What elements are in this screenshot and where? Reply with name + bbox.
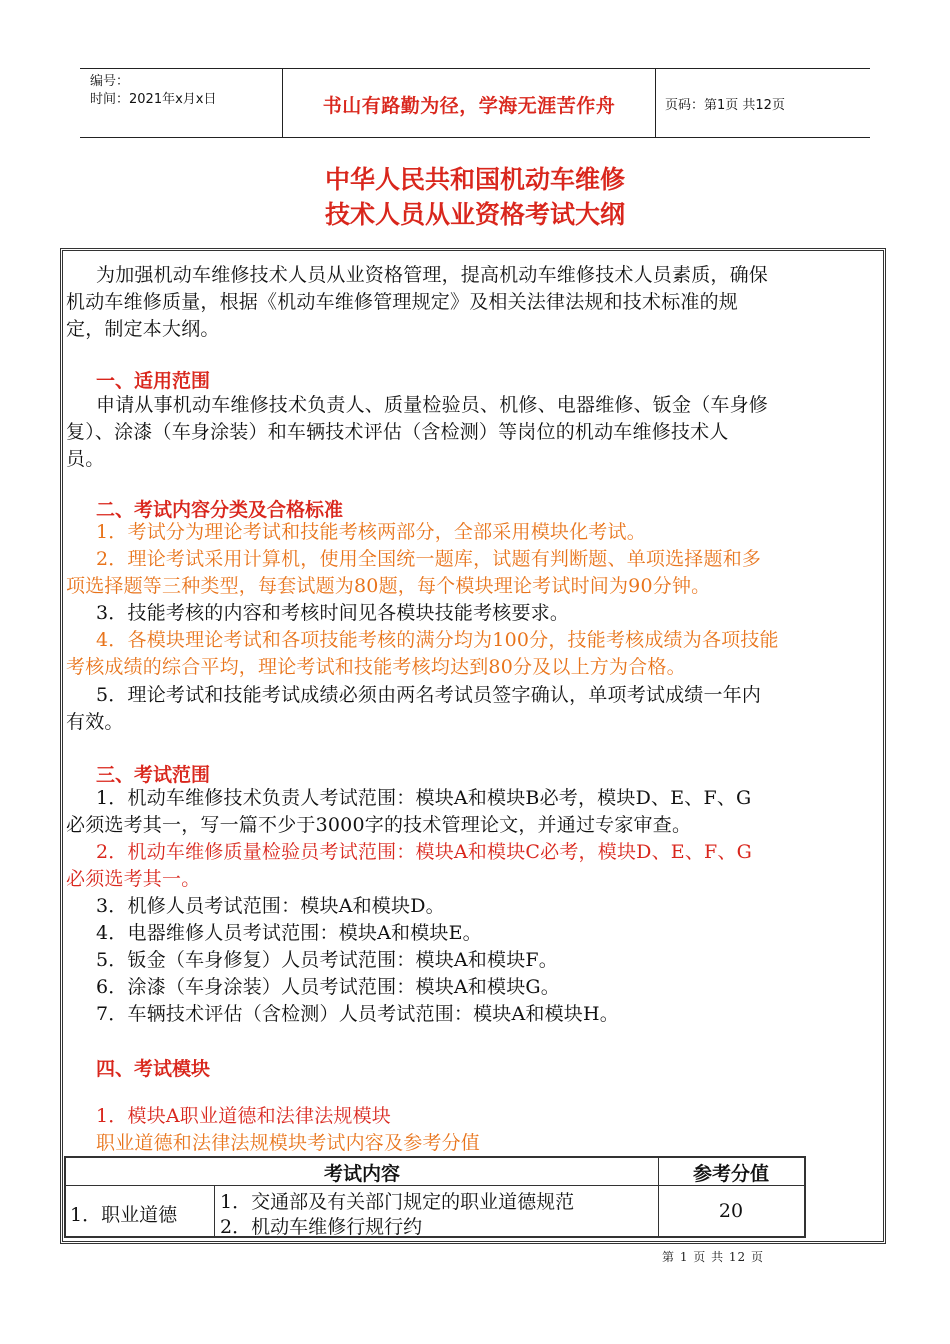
- table-header-content: 考试内容: [323, 1163, 400, 1185]
- table-column-rule: [214, 1185, 215, 1236]
- table-row-item-2: 2．机动车维修行规行约: [220, 1216, 423, 1238]
- section3-item-2-line-2: 必须选考其一。: [66, 868, 201, 890]
- section3-item-6: 6．涂漆（车身涂装）人员考试范围：模块A和模块G。: [96, 976, 560, 998]
- section1-heading: 一、适用范围: [96, 370, 211, 392]
- title-line-2: 技术人员从业资格考试大纲: [324, 200, 625, 229]
- module-a-title: 1．模块A职业道德和法律法规模块: [96, 1105, 392, 1127]
- intro-line-1: 为加强机动车维修技术人员从业资格管理，提高机动车维修技术人员素质，确保: [96, 264, 769, 286]
- section4-heading: 四、考试模块: [96, 1058, 211, 1080]
- page-footer: 第 1 页 共 12 页: [662, 1250, 764, 1264]
- title-line-1: 中华人民共和国机动车维修: [324, 165, 625, 194]
- document-header: [80, 68, 870, 138]
- section2-item-4-line-2: 考核成绩的综合平均，理论考试和技能考核均达到80分及以上方为合格。: [66, 656, 686, 678]
- header-divider: [655, 69, 656, 137]
- table-row-score: 20: [718, 1200, 744, 1222]
- time-label: 时间：2021年x月x日: [90, 92, 217, 107]
- section1-line-3: 员。: [66, 448, 105, 470]
- section3-item-5: 5．钣金（车身修复）人员考试范围：模块A和模块F。: [96, 949, 558, 971]
- header-motto: 书山有路勤为径，学海无涯苦作舟: [322, 95, 616, 117]
- section2-item-2-line-1: 2．理论考试采用计算机，使用全国统一题库，试题有判断题、单项选择题和多: [96, 548, 762, 570]
- module-a-subtitle: 职业道德和法律法规模块考试内容及参考分值: [96, 1132, 481, 1154]
- section3-item-3: 3．机修人员考试范围：模块A和模块D。: [96, 895, 445, 917]
- section3-heading: 三、考试范围: [96, 764, 211, 786]
- section3-item-4: 4．电器维修人员考试范围：模块A和模块E。: [96, 922, 482, 944]
- section3-item-1-line-2: 必须选考其一，写一篇不少于3000字的技术管理论文，并通过专家审查。: [66, 814, 692, 836]
- section1-line-2: 复）、涂漆（车身涂装）和车辆技术评估（含检测）等岗位的机动车维修技术人: [66, 421, 729, 443]
- table-header-score: 参考分值: [692, 1163, 769, 1185]
- module-a-table: [64, 1156, 806, 1238]
- section2-item-3: 3．技能考核的内容和考核时间见各模块技能考核要求。: [96, 602, 570, 624]
- section3-item-1-line-1: 1．机动车维修技术负责人考试范围：模块A和模块B必考，模块D、E、F、G: [96, 787, 752, 809]
- section2-item-5-line-2: 有效。: [66, 711, 124, 733]
- section2-item-4-line-1: 4．各模块理论考试和各项技能考核的满分均为100分，技能考核成绩为各项技能: [96, 629, 779, 651]
- table-row-category: 1．职业道德: [70, 1204, 178, 1226]
- number-label: 编号：: [90, 74, 130, 89]
- intro-line-2: 机动车维修质量，根据《机动车维修管理规定》及相关法律法规和技术标准的规: [66, 291, 739, 313]
- table-row-item-1: 1．交通部及有关部门规定的职业道德规范: [220, 1191, 575, 1213]
- section3-item-2-line-1: 2．机动车维修质量检验员考试范围：模块A和模块C必考，模块D、E、F、G: [96, 841, 753, 863]
- section2-item-1: 1．考试分为理论考试和技能考核两部分，全部采用模块化考试。: [96, 521, 646, 543]
- section2-item-2-line-2: 项选择题等三种类型，每套试题为80题，每个模块理论考试时间为90分钟。: [66, 575, 711, 597]
- intro-line-3: 定，制定本大纲。: [66, 318, 220, 340]
- section2-item-5-line-1: 5．理论考试和技能考试成绩必须由两名考试员签字确认，单项考试成绩一年内: [96, 684, 762, 706]
- section3-item-7: 7．车辆技术评估（含检测）人员考试范围：模块A和模块H。: [96, 1003, 619, 1025]
- header-page-info: 页码：第1页 共12页: [665, 98, 785, 113]
- section2-heading: 二、考试内容分类及合格标准: [96, 499, 344, 521]
- header-meta: [90, 73, 216, 109]
- section1-line-1: 申请从事机动车维修技术负责人、质量检验员、机修、电器维修、钣金（车身修: [96, 394, 769, 416]
